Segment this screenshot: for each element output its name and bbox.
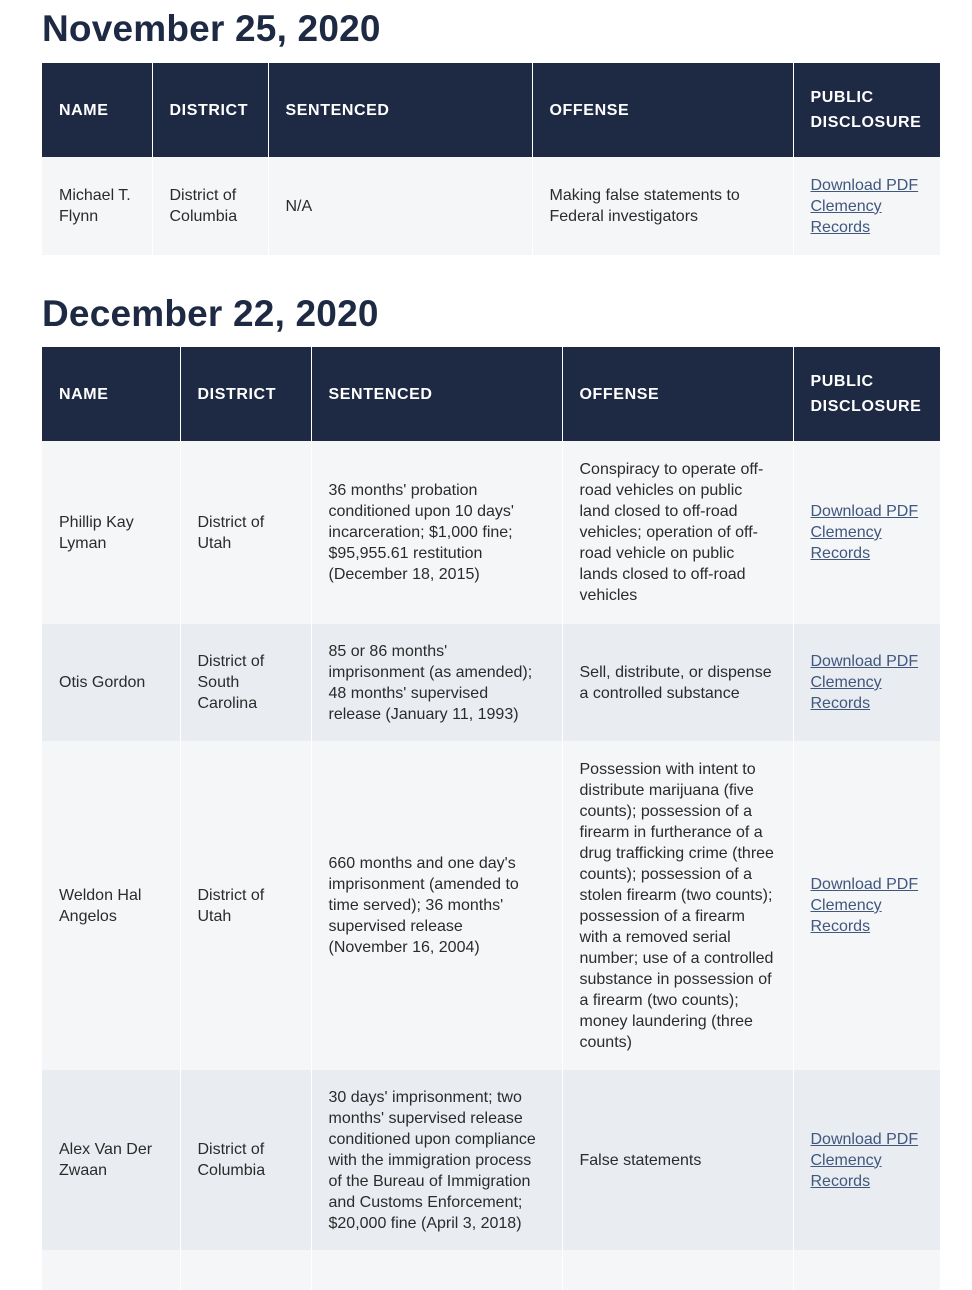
column-header-public-disclosure: PUBLIC DISCLOSURE xyxy=(793,63,940,157)
download-pdf-clemency-records-link[interactable] xyxy=(811,501,924,564)
cell-offense: Possession with intent to distribute marijuana (five counts); possession of a firearm in furtherance of a drug trafficking crime (three counts); possession of a stolen firearm (two counts); possession of a firearm with a removed serial number; use of a controlled substance in possession of a firearm (two counts); money laundering (three counts) xyxy=(562,741,793,1070)
column-header-public-disclosure: PUBLIC DISCLOSURE xyxy=(793,347,940,441)
cell-sentenced: 85 or 86 months' imprisonment (as amended); 48 months' supervised release (January 11, 1993) xyxy=(311,624,562,741)
cell-public-disclosure xyxy=(793,624,940,741)
link-line: Download PDF xyxy=(810,653,919,670)
link-line: Records xyxy=(810,218,871,236)
cell-district: District of Utah xyxy=(180,441,311,624)
cell-name: Weldon Hal Angelos xyxy=(42,741,180,1070)
table-row xyxy=(42,1070,940,1250)
link-line: Records xyxy=(810,918,871,935)
cell-name: Otis Gordon xyxy=(42,624,180,741)
download-pdf-clemency-records-link[interactable] xyxy=(811,651,924,714)
column-header-sentenced: SENTENCED xyxy=(311,347,562,441)
cell-sentenced: 36 months' probation conditioned upon 10 days' incarceration; $1,000 fine; $95,955.61 restitution (December 18, 2015) xyxy=(311,441,562,624)
column-header-district: DISTRICT xyxy=(180,347,311,441)
cell-public-disclosure xyxy=(793,741,940,1070)
cell-public-disclosure xyxy=(793,1070,940,1250)
table-row xyxy=(42,157,940,255)
cell-empty xyxy=(562,1250,793,1290)
cell-name: Michael T. Flynn xyxy=(42,157,152,255)
cell-sentenced: N/A xyxy=(268,157,532,255)
link-line: Records xyxy=(810,545,871,562)
cell-empty xyxy=(311,1250,562,1290)
cell-name: Alex Van Der Zwaan xyxy=(42,1070,180,1250)
column-header-offense: OFFENSE xyxy=(562,347,793,441)
cell-sentenced: 660 months and one day's imprisonment (amended to time served); 36 months' supervised release (November 16, 2004) xyxy=(311,741,562,1070)
section-date-heading: November 25, 2020 xyxy=(42,8,381,49)
link-line: Clemency xyxy=(810,197,882,215)
clemency-table xyxy=(42,347,940,1290)
cell-offense: Making false statements to Federal investigators xyxy=(532,157,793,255)
cell-public-disclosure xyxy=(793,157,940,255)
table-row-partial xyxy=(42,1250,940,1290)
cell-offense: False statements xyxy=(562,1070,793,1250)
cell-empty xyxy=(793,1250,940,1290)
link-line: Clemency xyxy=(810,674,882,691)
column-header-name: NAME xyxy=(42,63,152,157)
table-row xyxy=(42,624,940,741)
cell-offense: Conspiracy to operate off-road vehicles on public land closed to off-road vehicles; operation of off-road vehicle on public lands closed to off-road vehicles xyxy=(562,441,793,624)
cell-empty xyxy=(180,1250,311,1290)
link-line: Records xyxy=(810,1172,871,1190)
column-header-district: DISTRICT xyxy=(152,63,268,157)
cell-district: District of Columbia xyxy=(152,157,268,255)
table-header-row xyxy=(42,63,940,157)
column-header-sentenced: SENTENCED xyxy=(268,63,532,157)
download-pdf-clemency-records-link[interactable] xyxy=(811,1129,924,1192)
section-date-heading: December 22, 2020 xyxy=(42,293,379,334)
table-header-row xyxy=(42,347,940,441)
link-line: Download PDF xyxy=(810,503,919,520)
link-line: Clemency xyxy=(810,524,882,541)
column-header-name: NAME xyxy=(42,347,180,441)
cell-district: District of Columbia xyxy=(180,1070,311,1250)
link-line: Clemency xyxy=(810,897,882,914)
link-line: Download PDF xyxy=(810,876,919,893)
download-pdf-clemency-records-link[interactable] xyxy=(811,175,924,238)
cell-district: District of South Carolina xyxy=(180,624,311,741)
link-line: Records xyxy=(810,695,871,712)
cell-public-disclosure xyxy=(793,441,940,624)
cell-sentenced: 30 days' imprisonment; two months' supervised release conditioned upon compliance with the immigration process of the Bureau of Immigration and Customs Enforcement; $20,000 fine (April 3, 2018) xyxy=(311,1070,562,1250)
download-pdf-clemency-records-link[interactable] xyxy=(811,874,924,937)
table-row xyxy=(42,741,940,1070)
cell-name: Phillip Kay Lyman xyxy=(42,441,180,624)
link-line: Clemency xyxy=(810,1151,882,1169)
cell-district: District of Utah xyxy=(180,741,311,1070)
cell-offense: Sell, distribute, or dispense a controlled substance xyxy=(562,624,793,741)
cell-empty xyxy=(42,1250,180,1290)
clemency-table xyxy=(42,63,940,255)
link-line: Download PDF xyxy=(810,1130,919,1148)
table-row xyxy=(42,441,940,624)
column-header-offense: OFFENSE xyxy=(532,63,793,157)
link-line: Download PDF xyxy=(810,176,919,194)
